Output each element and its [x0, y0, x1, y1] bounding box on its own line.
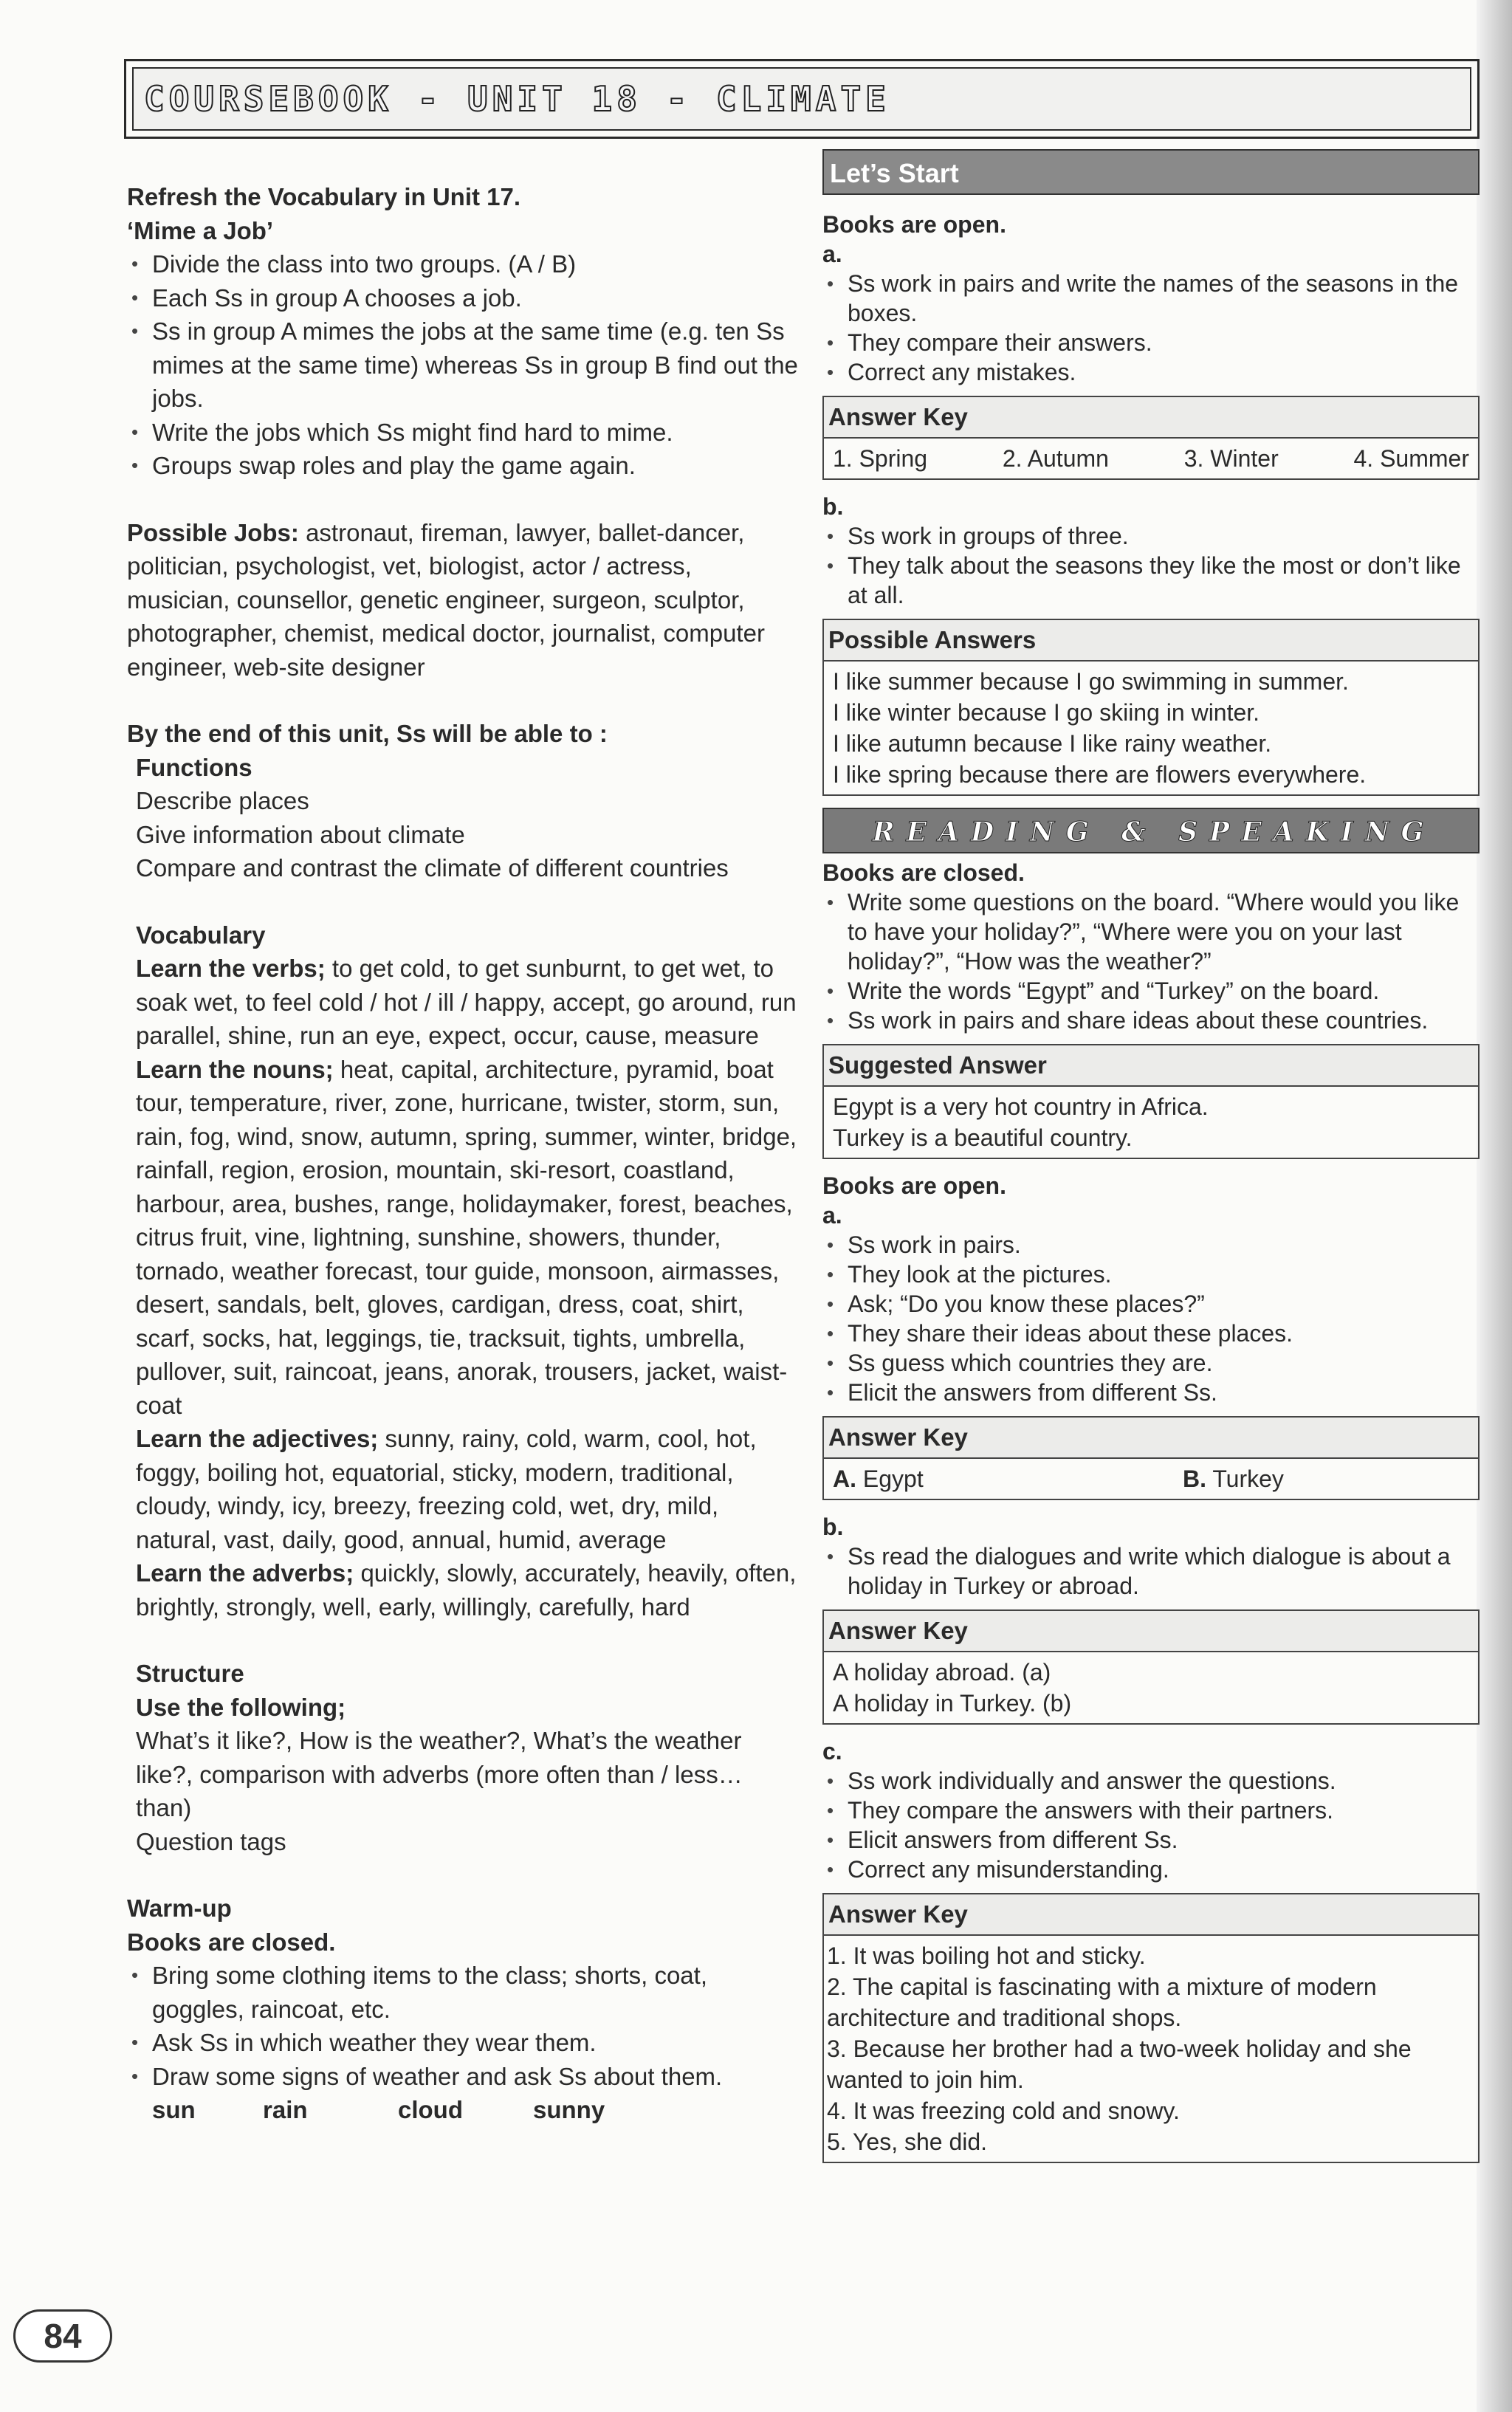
answer: I like summer because I go swimming in summer. — [833, 668, 1349, 695]
warmup-books-closed: Books are closed. — [127, 1928, 336, 1956]
unit-header — [124, 59, 1480, 139]
unit-title: COURSEBOOK - UNIT 18 - CLIMATE — [144, 79, 890, 119]
possible-answers-heading: Possible Answers — [824, 620, 1478, 662]
weather-word: sun — [152, 2096, 196, 2123]
part-b-steps — [822, 521, 1480, 610]
weather-words — [127, 2093, 799, 2127]
answer: I like winter because I go skiing in winter. — [833, 699, 1260, 726]
list-item: • Ss work in pairs and share ideas about these countries. — [822, 1006, 1480, 1035]
part-b2-label: b. — [822, 1513, 844, 1540]
answer: 1. It was boiling hot and sticky. — [827, 1942, 1146, 1969]
list-item: • They compare the answers with their partners. — [822, 1796, 1480, 1825]
weather-word: sunny — [533, 2096, 605, 2123]
weather-word: rain — [263, 2096, 308, 2123]
verbs-list: Learn the verbs; to get cold, to get sunburnt, to get wet, to soak wet, to feel cold / hot / ill / happy, accept, go around, run parallel, shine, run an eye, expect, occur, cause, measure — [136, 955, 797, 1049]
list-item: • They talk about the seasons they like the most or don’t like at all. — [822, 551, 1480, 610]
answer: 4. It was freezing cold and snowy. — [827, 2097, 1180, 2124]
answer: 2. The capital is fascinating with a mixture of modern architecture and traditional shops. — [827, 1973, 1377, 2031]
page-number: 84 — [13, 2309, 112, 2363]
structure-use: Use the following; — [136, 1693, 346, 1721]
answer: Turkey is a beautiful country. — [833, 1124, 1133, 1151]
list-item: • They compare their answers. — [822, 328, 1480, 357]
answer: 5. Yes, she did. — [827, 2128, 988, 2155]
part-a2-label: a. — [822, 1202, 842, 1229]
list-item: • They share their ideas about these places. — [822, 1319, 1480, 1348]
list-item: • Ss guess which countries they are. — [822, 1348, 1480, 1378]
list-item: • Ss in group A mimes the jobs at the same time (e.g. ten Ss mimes at the same time) whereas Ss in group B find out the jobs. — [127, 315, 799, 416]
list-item: • Each Ss in group A chooses a job. — [127, 281, 799, 315]
part-a-steps — [822, 269, 1480, 387]
answer-key-box-4 — [822, 1893, 1480, 2163]
list-item: • Correct any misunderstanding. — [822, 1855, 1480, 1884]
list-item: • Elicit the answers from different Ss. — [822, 1378, 1480, 1407]
adverbs-list: Learn the adverbs; quickly, slowly, accurately, heavily, often, brightly, strongly, well, early, willingly, carefully, hard — [136, 1559, 797, 1621]
function-item: Give information about climate — [136, 820, 465, 848]
answer: 1. Spring — [833, 445, 928, 472]
answer: A holiday in Turkey. (b) — [833, 1690, 1072, 1717]
possible-answers-box — [822, 619, 1480, 796]
list-item: • Ss work in pairs. — [822, 1230, 1480, 1260]
answer: Egypt is a very hot country in Africa. — [833, 1093, 1209, 1120]
suggested-answer-heading: Suggested Answer — [824, 1045, 1478, 1087]
list-item: • Ask Ss in which weather they wear them. — [127, 2026, 799, 2060]
unit-header-inner — [132, 67, 1471, 131]
list-item: • Correct any mistakes. — [822, 357, 1480, 387]
part-c-label: c. — [822, 1738, 842, 1765]
part-a2-steps — [822, 1230, 1480, 1407]
refresh-heading: Refresh the Vocabulary in Unit 17. — [127, 183, 521, 210]
structure-tags: Question tags — [136, 1827, 286, 1855]
answer-key-heading: Answer Key — [824, 1894, 1478, 1936]
warmup-title: Warm-up — [127, 1894, 232, 1922]
answer: I like spring because there are flowers everywhere. — [833, 761, 1367, 788]
weather-word: cloud — [398, 2096, 463, 2123]
list-item: • Ask; “Do you know these places?” — [822, 1289, 1480, 1319]
page-edge-shadow — [1477, 0, 1512, 2412]
mime-title: ‘Mime a Job’ — [127, 216, 274, 244]
list-item: • Bring some clothing items to the class; shorts, coat, goggles, raincoat, etc. — [127, 1959, 799, 2026]
suggested-answer-box — [822, 1044, 1480, 1159]
list-item: • Ss work in groups of three. — [822, 521, 1480, 551]
answer-key-heading: Answer Key — [824, 1611, 1478, 1652]
list-item: • Ss work individually and answer the questions. — [822, 1766, 1480, 1796]
list-item: • Groups swap roles and play the game again. — [127, 449, 799, 483]
answer: B. Turkey — [1183, 1466, 1284, 1492]
answer-key-box-3 — [822, 1609, 1480, 1725]
outcome-title: By the end of this unit, Ss will be able to : — [127, 720, 608, 747]
answer-key-heading: Answer Key — [824, 1418, 1478, 1459]
part-a-label: a. — [822, 241, 842, 267]
books-closed: Books are closed. — [822, 859, 1025, 886]
mime-steps — [127, 247, 799, 483]
list-item: • Write some questions on the board. “Where would you like to have your holiday?”, “Where were you on your last holiday?”, “How was the weather?” — [822, 887, 1480, 976]
right-column — [822, 149, 1480, 2175]
function-item: Describe places — [136, 787, 309, 814]
reading-speaking-heading: READING & SPEAKING — [822, 808, 1480, 853]
answer: 3. Because her brother had a two-week holiday and she wanted to join him. — [827, 2035, 1412, 2093]
nouns-list: Learn the nouns; heat, capital, architecture, pyramid, boat tour, temperature, river, zone, hurricane, twister, storm, sun, rain, fog, wind, snow, autumn, spring, summer, winter, bridge, rainfall, region, erosion, mountain, ski-resort, coastland, harbour, area, bushes, range, holidaymaker, forest, beaches, citrus fruit, vine, lightning, sunshine, showers, thunder, tornado, weather forecast, tour guide, monsoon, airmasses, desert, sandals, belt, gloves, cardigan, dress, coat, shirt, scarf, socks, hat, leggings, tie, tracksuit, tights, umbrella, pullover, suit, raincoat, jeans, anorak, trousers, jacket, waist-coat — [136, 1055, 797, 1419]
function-item: Compare and contrast the climate of different countries — [136, 854, 729, 882]
answer: A. Egypt — [833, 1466, 924, 1492]
part-b2-steps — [822, 1542, 1480, 1601]
structure-title: Structure — [136, 1660, 244, 1687]
list-item: • Write the jobs which Ss might find hard to mime. — [127, 416, 799, 450]
answer: A holiday abroad. (a) — [833, 1659, 1051, 1686]
list-item: • Ss read the dialogues and write which dialogue is about a holiday in Turkey or abroad. — [822, 1542, 1480, 1601]
answer: 3. Winter — [1183, 445, 1279, 472]
books-open: Books are open. — [822, 211, 1006, 238]
functions-title: Functions — [136, 753, 252, 781]
answer: 4. Summer — [1353, 445, 1469, 472]
answer-key-box — [822, 396, 1480, 480]
adjectives-list: Learn the adjectives; sunny, rainy, cold, warm, cool, hot, foggy, boiling hot, equatorial, sticky, modern, traditional, cloudy, windy, icy, breezy, freezing cold, wet, dry, mild, natural, vast, daily, good, annual, humid, average — [136, 1425, 757, 1553]
list-item: • Write the words “Egypt” and “Turkey” on the board. — [822, 976, 1480, 1006]
list-item: • Divide the class into two groups. (A / B) — [127, 247, 799, 281]
possible-jobs: Possible Jobs: astronaut, fireman, lawyer, ballet-dancer, politician, psychologist, vet, biologist, actor / actress, musician, counsellor, genetic engineer, surgeon, sculptor, photographer, chemist, medical doctor, journalist, computer engineer, web-site designer — [127, 518, 765, 681]
reading-steps — [822, 887, 1480, 1035]
answer: I like autumn because I like rainy weather. — [833, 730, 1272, 757]
answer-key-box-2 — [822, 1416, 1480, 1500]
list-item: • They look at the pictures. — [822, 1260, 1480, 1289]
left-column — [127, 180, 799, 2127]
lets-start-heading: Let’s Start — [822, 149, 1480, 195]
list-item: • Draw some signs of weather and ask Ss about them. — [127, 2060, 799, 2094]
list-item: • Ss work in pairs and write the names of the seasons in the boxes. — [822, 269, 1480, 328]
books-open-2: Books are open. — [822, 1172, 1006, 1199]
list-item: • Elicit answers from different Ss. — [822, 1825, 1480, 1855]
part-b-label: b. — [822, 493, 844, 520]
structure-text: What’s it like?, How is the weather?, What’s the weather like?, comparison with adverbs (more often than / less… than) — [136, 1727, 743, 1821]
part-c-steps — [822, 1766, 1480, 1884]
answer: 2. Autumn — [1002, 445, 1109, 472]
warmup-steps — [127, 1959, 799, 2093]
answer-key-heading: Answer Key — [824, 397, 1478, 439]
vocabulary-title: Vocabulary — [136, 921, 266, 949]
